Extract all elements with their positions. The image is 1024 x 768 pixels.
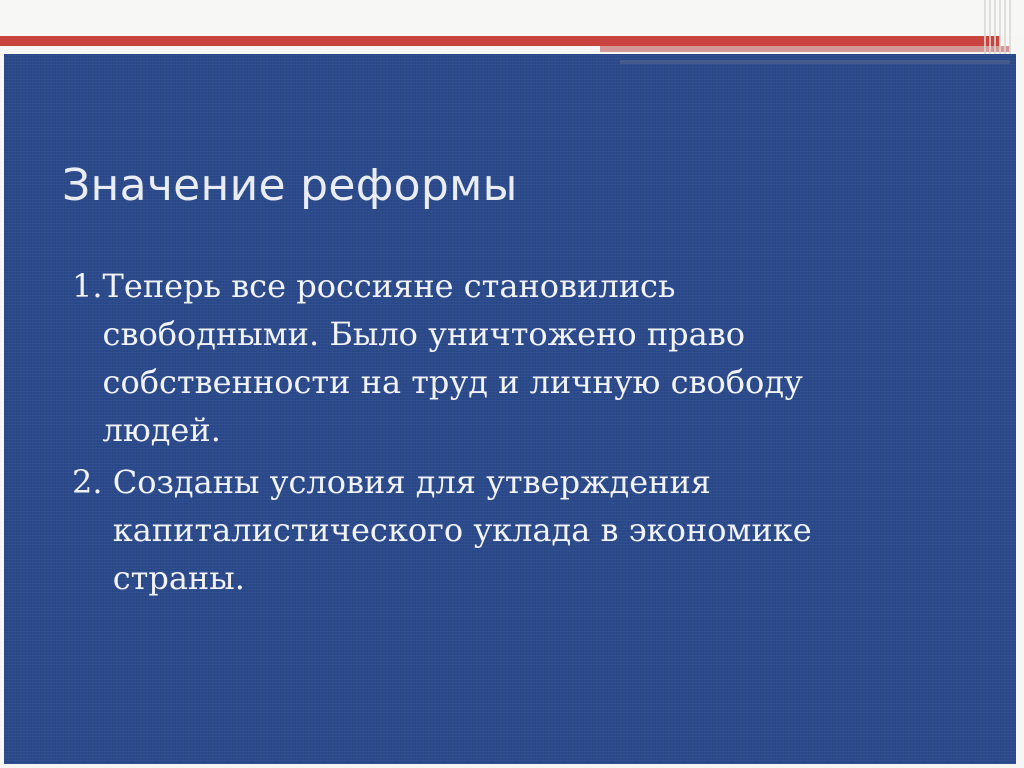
- accent-bar: [0, 36, 1000, 46]
- list-item-text: Теперь все россияне становились свободными. Было уничтожено право собственности на труд и личную свободу людей.: [102, 267, 803, 449]
- accent-bar-shadow: [600, 46, 1010, 52]
- slide-title: Значение реформы: [62, 160, 518, 211]
- list-item-number: 1.: [72, 267, 103, 305]
- list-item: [72, 262, 892, 454]
- list-item-text: Созданы условия для утверждения капиталистического уклада в экономике страны.: [112, 463, 812, 597]
- slide-body-list: [72, 262, 892, 606]
- accent-bar-secondary: [620, 60, 1010, 64]
- list-item-number: 2.: [72, 463, 113, 501]
- slide-header-strip: [0, 0, 1024, 36]
- list-item: [72, 458, 892, 602]
